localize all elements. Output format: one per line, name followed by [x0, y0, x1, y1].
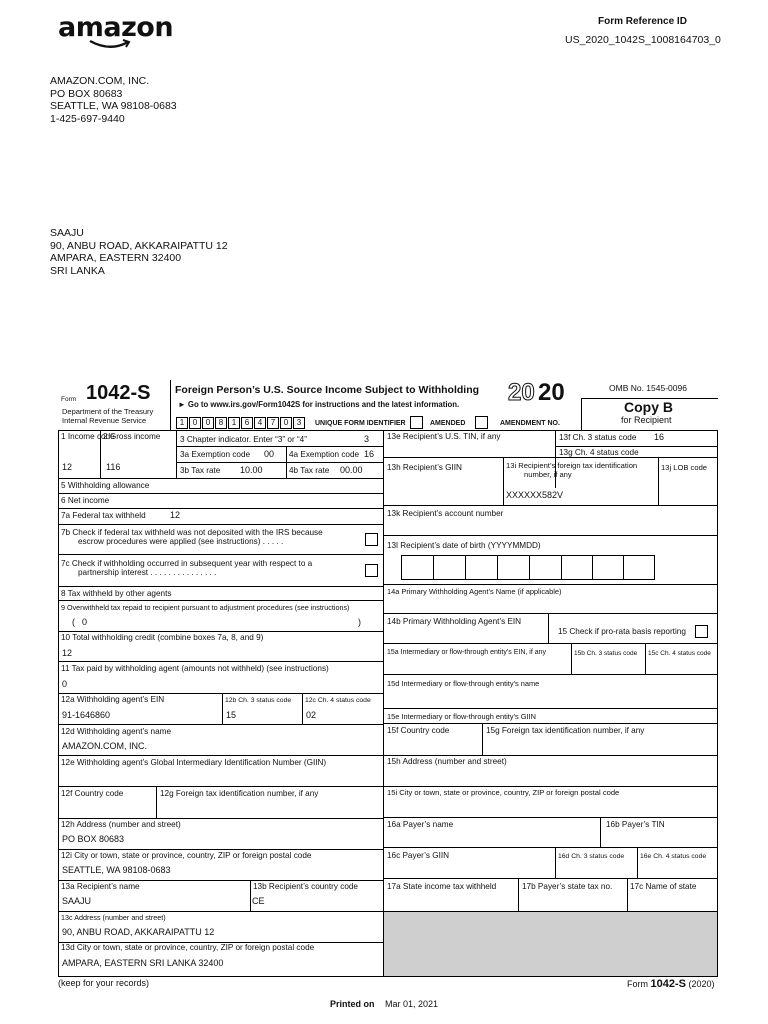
box-13f-label: 13f Ch. 3 status code	[559, 433, 637, 442]
ufi-digit: 0	[280, 417, 292, 429]
year-bold: 20	[538, 379, 565, 406]
ufi-digit: 7	[267, 417, 279, 429]
form-title: Foreign Person’s U.S. Source Income Subject to Withholding	[175, 384, 480, 396]
box-15h-label: 15h Address (number and street)	[387, 757, 507, 766]
dob-box	[561, 555, 562, 579]
box-9-label: 9 Overwithheld tax repaid to recipient pursuant to adjustment procedures (see instructions)	[61, 603, 350, 612]
sender-line: 1-425-697-9440	[50, 112, 125, 125]
form-number: 1042-S	[86, 382, 151, 404]
box-12i-value: SEATTLE, WA 98108-0683	[62, 865, 171, 875]
box-2-label: 2 Gross income	[103, 432, 161, 441]
box-13a-value: SAAJU	[62, 896, 92, 906]
box-3-label: 3 Chapter indicator. Enter “3” or “4”	[180, 435, 307, 444]
dob-box	[529, 555, 530, 579]
box-13d-label: 13d City or town, state or province, country, ZIP or foreign postal code	[61, 943, 315, 952]
box-10-value: 12	[62, 648, 73, 658]
box-13j-label: 13j LOB code	[661, 463, 708, 472]
goto-instructions: ► Go to www.irs.gov/Form1042S for instructions and the latest information.	[178, 400, 460, 409]
box-11-value: 0	[62, 679, 68, 689]
box-17a-label: 17a State income tax withheld	[387, 882, 497, 891]
box-6-label: 6 Net income	[61, 496, 110, 505]
sender-line: AMAZON.COM, INC.	[50, 75, 150, 87]
year-outline: 20	[508, 379, 535, 406]
box-7b-label-cont: escrow procedures were applied (see instructions) . . . . .	[78, 537, 284, 546]
box-15b-label: 15b Ch. 3 status code	[574, 650, 638, 657]
amended-label: AMENDED	[430, 420, 466, 427]
sender-line: SEATTLE, WA 98108-0683	[50, 100, 177, 112]
box-7c-checkbox[interactable]	[365, 564, 378, 577]
box-12b-value: 15	[226, 710, 237, 720]
box-16e-label: 16e Ch. 4 status code	[640, 853, 707, 860]
amendment-no-label: AMENDMENT NO.	[500, 420, 560, 427]
box-12c-value: 02	[306, 710, 317, 720]
recipient-line: AMPARA, EASTERN 32400	[50, 252, 182, 264]
box-15e-label: 15e Intermediary or flow-through entity’s GIIN	[387, 712, 536, 721]
box-4b-value: 00.00	[340, 465, 363, 475]
box-12i-label: 12i City or town, state or province, country, ZIP or foreign postal code	[61, 851, 312, 860]
ufi-digit: 1	[176, 417, 188, 429]
box-15-label: 15 Check if pro-rata basis reporting	[558, 627, 686, 636]
box-13i-value: XXXXXX582V	[506, 490, 564, 500]
ufi-label: UNIQUE FORM IDENTIFIER	[315, 420, 406, 427]
amended-checkbox[interactable]	[475, 416, 488, 429]
dob-box	[465, 555, 466, 579]
box-4a-value: 16	[364, 449, 375, 459]
box-10-label: 10 Total withholding credit (combine boxes 7a, 8, and 9)	[61, 633, 264, 642]
footer-form-word: Form	[627, 979, 648, 989]
box-16c-label: 16c Payer’s GIIN	[387, 851, 450, 860]
form-word: Form	[61, 396, 77, 403]
box-3b-value: 10.00	[240, 465, 263, 475]
box-16a-label: 16a Payer’s name	[387, 820, 454, 829]
recipient-line: SRI LANKA	[50, 264, 105, 277]
box-14a-label: 14a Primary Withholding Agent’s Name (if applicable)	[387, 587, 562, 596]
dob-box	[592, 555, 593, 579]
box-7c-label-cont: partnership interest . . . . . . . . . . . . . . .	[78, 568, 217, 577]
printed-on-label: Printed on	[330, 999, 375, 1009]
box-15c-label: 15c Ch. 4 status code	[648, 650, 711, 657]
dob-box	[433, 555, 434, 579]
box-12e-label: 12e Withholding agent’s Global Intermediary Identification Number (GIIN)	[61, 758, 327, 767]
box-17b-label: 17b Payer’s state tax no.	[522, 882, 613, 891]
box-13k-label: 13k Recipient’s account number	[387, 509, 504, 518]
box-15a-label: 15a Intermediary or flow-through entity’s EIN, if any	[387, 649, 547, 656]
box-7b-label: 7b Check if federal tax withheld was not deposited with the IRS because	[61, 528, 323, 537]
box-1-value: 12	[62, 462, 73, 472]
box-7a-label: 7a Federal tax withheld	[61, 511, 146, 520]
box-12a-label: 12a Withholding agent’s EIN	[61, 695, 165, 704]
ufi-checkbox[interactable]	[410, 416, 423, 429]
amazon-smile-icon	[88, 38, 132, 52]
box-17c-label: 17c Name of state	[630, 882, 697, 891]
footer-form-year: (2020)	[688, 979, 715, 989]
box-3b-label: 3b Tax rate	[180, 466, 221, 475]
ufi-digit: 0	[189, 417, 201, 429]
footer-form-label	[627, 978, 715, 990]
box-5-label: 5 Withholding allowance	[61, 481, 150, 490]
box-12f-label: 12f Country code	[61, 789, 124, 798]
form-1042s	[58, 380, 718, 976]
dob-box	[497, 555, 498, 579]
omb-number: OMB No. 1545-0096	[609, 383, 687, 393]
box-15-checkbox[interactable]	[695, 625, 708, 638]
dob-box	[401, 555, 402, 579]
box-15d-label: 15d Intermediary or flow-through entity’s name	[387, 679, 540, 688]
box-1-label: 1 Income code	[61, 432, 115, 441]
box-12a-value: 91-1646860	[62, 710, 111, 720]
box-7b-checkbox[interactable]	[365, 533, 378, 546]
box-13h-label: 13h Recipient’s GIIN	[387, 463, 462, 472]
box-12h-label: 12h Address (number and street)	[61, 820, 181, 829]
box-13f-value: 16	[654, 432, 665, 442]
keep-records-note: (keep for your records)	[58, 978, 150, 988]
ufi-digit: 6	[241, 417, 253, 429]
recipient-address	[50, 227, 228, 277]
box-7a-value: 12	[170, 510, 181, 520]
box-13e-label: 13e Recipient’s U.S. TIN, if any	[387, 432, 501, 441]
box-12d-label: 12d Withholding agent’s name	[61, 727, 171, 736]
copy-b: Copy B	[624, 399, 673, 415]
box-13b-value: CE	[252, 896, 265, 906]
sender-address	[50, 75, 177, 125]
dob-box	[654, 555, 655, 579]
box-14b-label: 14b Primary Withholding Agent’s EIN	[387, 617, 522, 626]
box-7c-label: 7c Check if withholding occurred in subsequent year with respect to a	[61, 559, 313, 568]
box-12b-label: 12b Ch. 3 status code	[225, 697, 292, 704]
irs-label: Internal Revenue Service	[62, 416, 147, 425]
box-12g-label: 12g Foreign tax identification number, if any	[160, 789, 319, 798]
footer-form-number: 1042-S	[650, 978, 686, 990]
shaded-area	[384, 912, 717, 976]
dob-box	[623, 555, 624, 579]
form-reference-id: US_2020_1042S_1008164703_0	[565, 34, 721, 46]
box-3-value: 3	[364, 434, 370, 444]
box-16d-label: 16d Ch. 3 status code	[558, 853, 625, 860]
box-13c-label: 13c Address (number and street)	[61, 913, 166, 922]
ufi-digit: 8	[215, 417, 227, 429]
printed-on-date: Mar 01, 2021	[385, 999, 439, 1009]
ufi-digit: 3	[293, 417, 305, 429]
box-15g-label: 15g Foreign tax identification number, if any	[486, 726, 645, 735]
ufi-digit: 4	[254, 417, 266, 429]
copy-for-recipient: for Recipient	[621, 415, 672, 425]
box-13a-label: 13a Recipient’s name	[61, 882, 140, 891]
amazon-logo: amazon	[58, 12, 174, 43]
box-15f-label: 15f Country code	[387, 726, 450, 735]
box-3a-value: 00	[264, 449, 275, 459]
recipient-line: SAAJU	[50, 227, 84, 239]
ufi-digit: 0	[202, 417, 214, 429]
box-13i-label-cont: number, if any	[524, 470, 572, 479]
box-15i-label: 15i City or town, state or province, country, ZIP or foreign postal code	[387, 788, 620, 797]
box-3a-label: 3a Exemption code	[180, 450, 251, 459]
box-4a-label: 4a Exemption code	[289, 450, 360, 459]
box-13b-label: 13b Recipient’s country code	[253, 882, 358, 891]
box-13l-label: 13l Recipient’s date of birth (YYYYMMDD)	[387, 541, 541, 550]
box-8-label: 8 Tax withheld by other agents	[61, 589, 172, 598]
box-13i-label: 13i Recipient’s foreign tax identification	[506, 461, 638, 470]
box-13d-value: AMPARA, EASTERN SRI LANKA 32400	[62, 958, 224, 968]
box-16b-label: 16b Payer’s TIN	[606, 820, 665, 829]
box-2-value: 116	[106, 462, 121, 472]
box-12h-value: PO BOX 80683	[62, 834, 125, 844]
form-reference-label: Form Reference ID	[598, 16, 687, 27]
recipient-line: 90, ANBU ROAD, AKKARAIPATTU 12	[50, 239, 228, 252]
box-9-close-paren: )	[358, 617, 361, 627]
sender-line: PO BOX 80683	[50, 87, 123, 100]
box-4b-label: 4b Tax rate	[289, 466, 330, 475]
box-9-value: 0	[82, 617, 88, 627]
ufi-digit: 1	[228, 417, 240, 429]
box-12d-value: AMAZON.COM, INC.	[62, 741, 147, 751]
dept-treasury: Department of the Treasury	[62, 407, 154, 416]
box-13c-value: 90, ANBU ROAD, AKKARAIPATTU 12	[62, 927, 215, 937]
box-13g-label: 13g Ch. 4 status code	[559, 448, 639, 457]
box-9-open-paren: (	[72, 617, 75, 627]
box-11-label: 11 Tax paid by withholding agent (amounts not withheld) (see instructions)	[61, 664, 329, 673]
box-12c-label: 12c Ch. 4 status code	[305, 697, 371, 704]
